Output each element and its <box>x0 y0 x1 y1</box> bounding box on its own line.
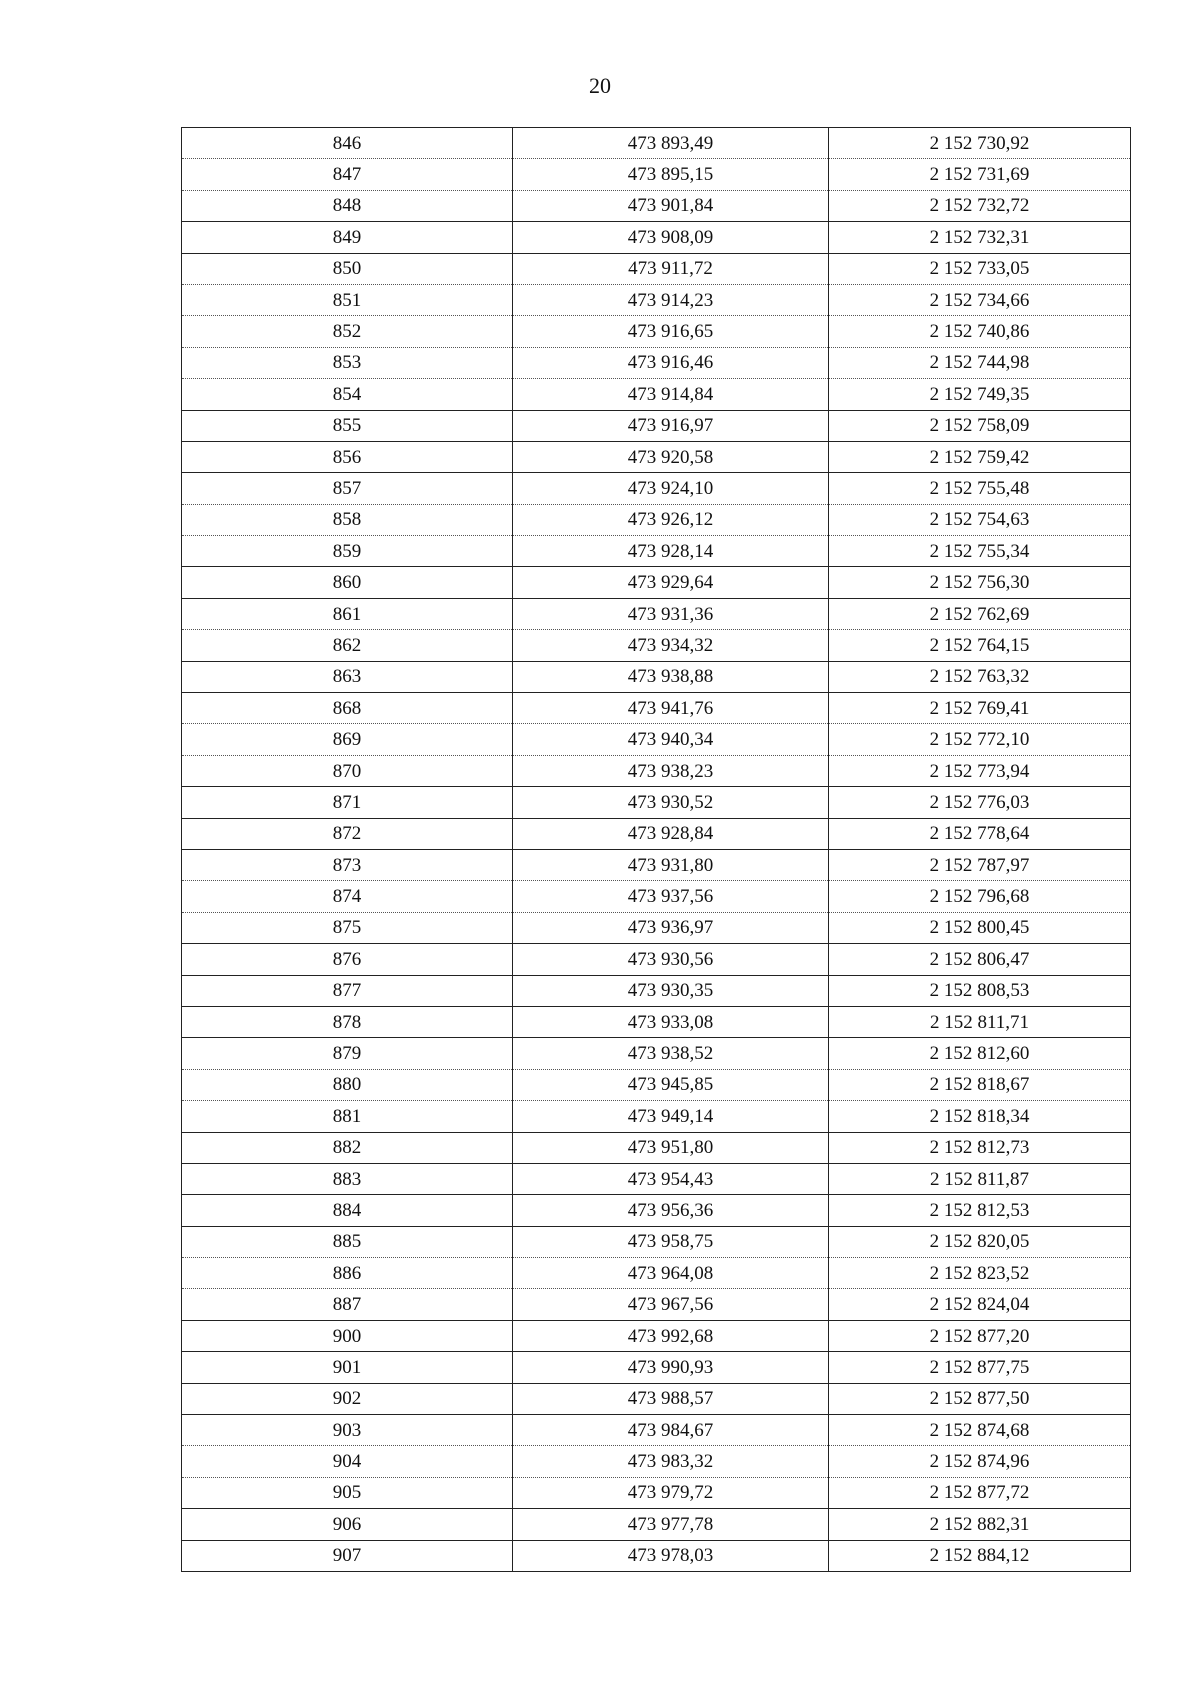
y-coordinate-cell: 2 152 877,72 <box>829 1477 1131 1508</box>
table-row <box>182 253 1131 284</box>
point-number-cell: 880 <box>182 1069 513 1100</box>
table-row <box>182 159 1131 190</box>
point-number-cell: 901 <box>182 1352 513 1383</box>
x-coordinate-cell: 473 938,88 <box>513 661 829 692</box>
point-number-cell: 878 <box>182 1006 513 1037</box>
coordinates-table-body <box>182 128 1131 1572</box>
point-number-cell: 906 <box>182 1509 513 1540</box>
table-row <box>182 1383 1131 1414</box>
table-row <box>182 849 1131 880</box>
table-row <box>182 284 1131 315</box>
x-coordinate-cell: 473 924,10 <box>513 473 829 504</box>
table-row <box>182 881 1131 912</box>
y-coordinate-cell: 2 152 811,87 <box>829 1163 1131 1194</box>
x-coordinate-cell: 473 984,67 <box>513 1415 829 1446</box>
point-number-cell: 871 <box>182 787 513 818</box>
table-row <box>182 504 1131 535</box>
x-coordinate-cell: 473 928,84 <box>513 818 829 849</box>
y-coordinate-cell: 2 152 778,64 <box>829 818 1131 849</box>
table-row <box>182 347 1131 378</box>
table-row <box>182 128 1131 159</box>
y-coordinate-cell: 2 152 754,63 <box>829 504 1131 535</box>
table-row <box>182 536 1131 567</box>
y-coordinate-cell: 2 152 734,66 <box>829 284 1131 315</box>
table-row <box>182 724 1131 755</box>
table-row <box>182 1069 1131 1100</box>
x-coordinate-cell: 473 964,08 <box>513 1258 829 1289</box>
x-coordinate-cell: 473 954,43 <box>513 1163 829 1194</box>
y-coordinate-cell: 2 152 763,32 <box>829 661 1131 692</box>
y-coordinate-cell: 2 152 882,31 <box>829 1509 1131 1540</box>
y-coordinate-cell: 2 152 755,34 <box>829 536 1131 567</box>
y-coordinate-cell: 2 152 787,97 <box>829 849 1131 880</box>
table-row <box>182 1415 1131 1446</box>
point-number-cell: 873 <box>182 849 513 880</box>
table-row <box>182 441 1131 472</box>
x-coordinate-cell: 473 979,72 <box>513 1477 829 1508</box>
y-coordinate-cell: 2 152 772,10 <box>829 724 1131 755</box>
x-coordinate-cell: 473 967,56 <box>513 1289 829 1320</box>
x-coordinate-cell: 473 916,46 <box>513 347 829 378</box>
x-coordinate-cell: 473 945,85 <box>513 1069 829 1100</box>
x-coordinate-cell: 473 930,35 <box>513 975 829 1006</box>
point-number-cell: 877 <box>182 975 513 1006</box>
point-number-cell: 904 <box>182 1446 513 1477</box>
y-coordinate-cell: 2 152 732,31 <box>829 222 1131 253</box>
x-coordinate-cell: 473 940,34 <box>513 724 829 755</box>
y-coordinate-cell: 2 152 824,04 <box>829 1289 1131 1320</box>
x-coordinate-cell: 473 958,75 <box>513 1226 829 1257</box>
y-coordinate-cell: 2 152 730,92 <box>829 128 1131 159</box>
point-number-cell: 881 <box>182 1101 513 1132</box>
table-row <box>182 1006 1131 1037</box>
coordinates-table <box>181 127 1131 1572</box>
x-coordinate-cell: 473 893,49 <box>513 128 829 159</box>
point-number-cell: 863 <box>182 661 513 692</box>
point-number-cell: 847 <box>182 159 513 190</box>
y-coordinate-cell: 2 152 733,05 <box>829 253 1131 284</box>
x-coordinate-cell: 473 930,56 <box>513 944 829 975</box>
y-coordinate-cell: 2 152 884,12 <box>829 1540 1131 1571</box>
table-row <box>182 1101 1131 1132</box>
point-number-cell: 900 <box>182 1320 513 1351</box>
x-coordinate-cell: 473 930,52 <box>513 787 829 818</box>
point-number-cell: 870 <box>182 755 513 786</box>
x-coordinate-cell: 473 951,80 <box>513 1132 829 1163</box>
table-row <box>182 975 1131 1006</box>
table-row <box>182 1289 1131 1320</box>
table-row <box>182 1226 1131 1257</box>
point-number-cell: 855 <box>182 410 513 441</box>
y-coordinate-cell: 2 152 806,47 <box>829 944 1131 975</box>
point-number-cell: 861 <box>182 598 513 629</box>
y-coordinate-cell: 2 152 762,69 <box>829 598 1131 629</box>
x-coordinate-cell: 473 956,36 <box>513 1195 829 1226</box>
x-coordinate-cell: 473 911,72 <box>513 253 829 284</box>
table-row <box>182 944 1131 975</box>
x-coordinate-cell: 473 908,09 <box>513 222 829 253</box>
x-coordinate-cell: 473 978,03 <box>513 1540 829 1571</box>
x-coordinate-cell: 473 949,14 <box>513 1101 829 1132</box>
y-coordinate-cell: 2 152 820,05 <box>829 1226 1131 1257</box>
x-coordinate-cell: 473 914,84 <box>513 379 829 410</box>
x-coordinate-cell: 473 920,58 <box>513 441 829 472</box>
point-number-cell: 903 <box>182 1415 513 1446</box>
y-coordinate-cell: 2 152 877,75 <box>829 1352 1131 1383</box>
y-coordinate-cell: 2 152 823,52 <box>829 1258 1131 1289</box>
point-number-cell: 853 <box>182 347 513 378</box>
table-row <box>182 1320 1131 1351</box>
y-coordinate-cell: 2 152 874,96 <box>829 1446 1131 1477</box>
point-number-cell: 848 <box>182 190 513 221</box>
x-coordinate-cell: 473 895,15 <box>513 159 829 190</box>
y-coordinate-cell: 2 152 877,50 <box>829 1383 1131 1414</box>
x-coordinate-cell: 473 938,52 <box>513 1038 829 1069</box>
point-number-cell: 874 <box>182 881 513 912</box>
table-row <box>182 1195 1131 1226</box>
y-coordinate-cell: 2 152 812,60 <box>829 1038 1131 1069</box>
point-number-cell: 854 <box>182 379 513 410</box>
y-coordinate-cell: 2 152 812,53 <box>829 1195 1131 1226</box>
point-number-cell: 859 <box>182 536 513 567</box>
point-number-cell: 852 <box>182 316 513 347</box>
table-row <box>182 693 1131 724</box>
x-coordinate-cell: 473 992,68 <box>513 1320 829 1351</box>
table-row <box>182 912 1131 943</box>
y-coordinate-cell: 2 152 818,67 <box>829 1069 1131 1100</box>
table-row <box>182 787 1131 818</box>
x-coordinate-cell: 473 988,57 <box>513 1383 829 1414</box>
y-coordinate-cell: 2 152 731,69 <box>829 159 1131 190</box>
table-row <box>182 1509 1131 1540</box>
y-coordinate-cell: 2 152 808,53 <box>829 975 1131 1006</box>
x-coordinate-cell: 473 933,08 <box>513 1006 829 1037</box>
x-coordinate-cell: 473 931,36 <box>513 598 829 629</box>
point-number-cell: 902 <box>182 1383 513 1414</box>
point-number-cell: 869 <box>182 724 513 755</box>
table-row <box>182 818 1131 849</box>
point-number-cell: 862 <box>182 630 513 661</box>
table-row <box>182 222 1131 253</box>
point-number-cell: 885 <box>182 1226 513 1257</box>
y-coordinate-cell: 2 152 796,68 <box>829 881 1131 912</box>
y-coordinate-cell: 2 152 773,94 <box>829 755 1131 786</box>
table-row <box>182 567 1131 598</box>
table-row <box>182 755 1131 786</box>
table-row <box>182 661 1131 692</box>
y-coordinate-cell: 2 152 759,42 <box>829 441 1131 472</box>
point-number-cell: 876 <box>182 944 513 975</box>
point-number-cell: 851 <box>182 284 513 315</box>
point-number-cell: 883 <box>182 1163 513 1194</box>
x-coordinate-cell: 473 914,23 <box>513 284 829 315</box>
table-row <box>182 1038 1131 1069</box>
x-coordinate-cell: 473 901,84 <box>513 190 829 221</box>
y-coordinate-cell: 2 152 740,86 <box>829 316 1131 347</box>
x-coordinate-cell: 473 929,64 <box>513 567 829 598</box>
x-coordinate-cell: 473 934,32 <box>513 630 829 661</box>
x-coordinate-cell: 473 926,12 <box>513 504 829 535</box>
point-number-cell: 882 <box>182 1132 513 1163</box>
table-row <box>182 630 1131 661</box>
point-number-cell: 850 <box>182 253 513 284</box>
y-coordinate-cell: 2 152 800,45 <box>829 912 1131 943</box>
y-coordinate-cell: 2 152 764,15 <box>829 630 1131 661</box>
point-number-cell: 879 <box>182 1038 513 1069</box>
table-row <box>182 1540 1131 1571</box>
x-coordinate-cell: 473 941,76 <box>513 693 829 724</box>
point-number-cell: 857 <box>182 473 513 504</box>
point-number-cell: 846 <box>182 128 513 159</box>
x-coordinate-cell: 473 916,97 <box>513 410 829 441</box>
y-coordinate-cell: 2 152 744,98 <box>829 347 1131 378</box>
point-number-cell: 860 <box>182 567 513 598</box>
point-number-cell: 875 <box>182 912 513 943</box>
x-coordinate-cell: 473 983,32 <box>513 1446 829 1477</box>
y-coordinate-cell: 2 152 755,48 <box>829 473 1131 504</box>
table-row <box>182 1258 1131 1289</box>
x-coordinate-cell: 473 916,65 <box>513 316 829 347</box>
y-coordinate-cell: 2 152 769,41 <box>829 693 1131 724</box>
x-coordinate-cell: 473 931,80 <box>513 849 829 880</box>
y-coordinate-cell: 2 152 818,34 <box>829 1101 1131 1132</box>
y-coordinate-cell: 2 152 756,30 <box>829 567 1131 598</box>
table-row <box>182 1477 1131 1508</box>
x-coordinate-cell: 473 977,78 <box>513 1509 829 1540</box>
y-coordinate-cell: 2 152 811,71 <box>829 1006 1131 1037</box>
x-coordinate-cell: 473 936,97 <box>513 912 829 943</box>
table-row <box>182 1132 1131 1163</box>
point-number-cell: 905 <box>182 1477 513 1508</box>
x-coordinate-cell: 473 938,23 <box>513 755 829 786</box>
point-number-cell: 868 <box>182 693 513 724</box>
table-row <box>182 598 1131 629</box>
table-row <box>182 316 1131 347</box>
table-row <box>182 379 1131 410</box>
point-number-cell: 886 <box>182 1258 513 1289</box>
point-number-cell: 884 <box>182 1195 513 1226</box>
point-number-cell: 856 <box>182 441 513 472</box>
x-coordinate-cell: 473 990,93 <box>513 1352 829 1383</box>
point-number-cell: 887 <box>182 1289 513 1320</box>
y-coordinate-cell: 2 152 758,09 <box>829 410 1131 441</box>
x-coordinate-cell: 473 928,14 <box>513 536 829 567</box>
table-row <box>182 1352 1131 1383</box>
point-number-cell: 849 <box>182 222 513 253</box>
y-coordinate-cell: 2 152 877,20 <box>829 1320 1131 1351</box>
table-row <box>182 410 1131 441</box>
y-coordinate-cell: 2 152 776,03 <box>829 787 1131 818</box>
point-number-cell: 907 <box>182 1540 513 1571</box>
y-coordinate-cell: 2 152 874,68 <box>829 1415 1131 1446</box>
table-row <box>182 473 1131 504</box>
y-coordinate-cell: 2 152 812,73 <box>829 1132 1131 1163</box>
point-number-cell: 858 <box>182 504 513 535</box>
table-row <box>182 190 1131 221</box>
point-number-cell: 872 <box>182 818 513 849</box>
y-coordinate-cell: 2 152 749,35 <box>829 379 1131 410</box>
table-row <box>182 1163 1131 1194</box>
page-number: 20 <box>589 73 611 98</box>
table-row <box>182 1446 1131 1477</box>
y-coordinate-cell: 2 152 732,72 <box>829 190 1131 221</box>
x-coordinate-cell: 473 937,56 <box>513 881 829 912</box>
